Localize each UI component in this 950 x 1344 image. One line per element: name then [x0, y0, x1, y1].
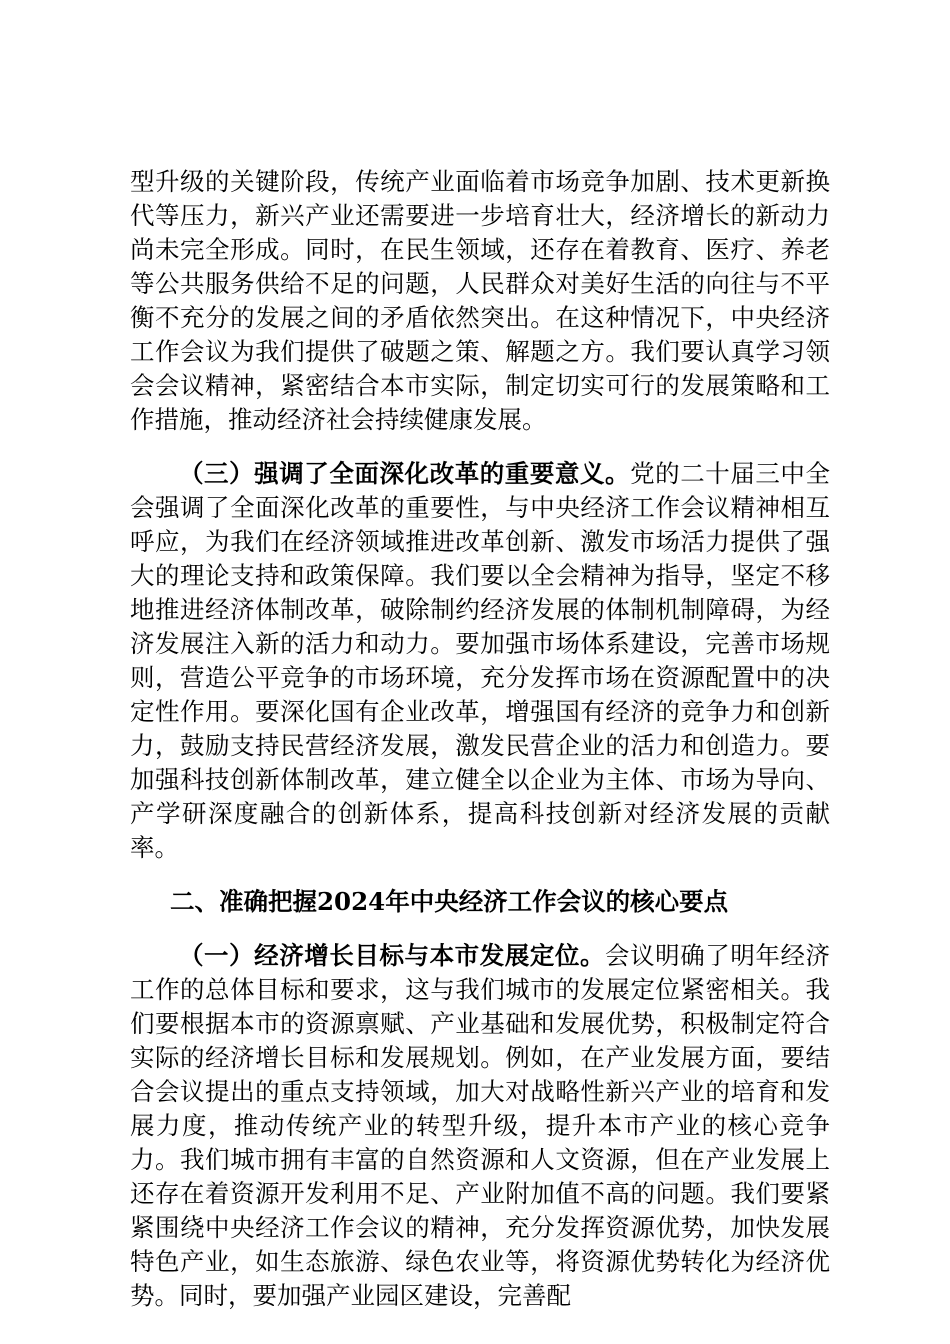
document-page	[130, 165, 830, 1313]
paragraph-text: 型升级的关键阶段，传统产业面临着市场竞争加剧、技术更新换代等压力，新兴产业还需要进一步培育壮大，经济增长的新动力尚未完全形成。同时，在民生领域，还存在着教育、医疗、养老等公共服务供给不足的问题，人民群众对美好生活的向往与不平衡不充分的发展之间的矛盾依然突出。在这种情况下，中央经济工作会议为我们提供了破题之策、解题之方。我们要认真学习领会会议精神，紧密结合本市实际，制定切实可行的发展策略和工作措施，推动经济社会持续健康发展。	[130, 167, 830, 434]
paragraph-lead: （一）经济增长目标与本市发展定位。	[179, 941, 606, 970]
paragraph-reform	[130, 457, 830, 865]
paragraph-lead: （三）强调了全面深化改革的重要意义。	[179, 459, 631, 488]
paragraph-text: 党的二十届三中全会强调了全面深化改革的重要性，与中央经济工作会议精神相互呼应，为我们在经济领域推进改革创新、激发市场活力提供了强大的理论支持和政策保障。我们要以全会精神为指导，坚定不移地推进经济体制改革，破除制约经济发展的体制机制障碍，为经济发展注入新的活力和动力。要加强市场体系建设，完善市场规则，营造公平竞争的市场环境，充分发挥市场在资源配置中的决定性作用。要深化国有企业改革，增强国有经济的竞争力和创新力，鼓励支持民营经济发展，激发民营企业的活力和创造力。要加强科技创新体制改革，建立健全以企业为主体、市场为导向、产学研深度融合的创新体系，提高科技创新对经济发展的贡献率。	[130, 459, 830, 862]
section-heading: 二、准确把握2024年中央经济工作会议的核心要点	[170, 887, 729, 916]
paragraph-continued	[130, 165, 830, 437]
paragraph-text: 会议明确了明年经济工作的总体目标和要求，这与我们城市的发展定位紧密相关。我们要根据本市的资源禀赋、产业基础和发展优势，积极制定符合实际的经济增长目标和发展规划。例如，在产业发展方面，要结合会议提出的重点支持领域，加大对战略性新兴产业的培育和发展力度，推动传统产业的转型升级，提升本市产业的核心竞争力。我们城市拥有丰富的自然资源和人文资源，但在产业发展上还存在着资源开发利用不足、产业附加值不高的问题。我们要紧紧围绕中央经济工作会议的精神，充分发挥资源优势，加快发展特色产业，如生态旅游、绿色农业等，将资源优势转化为经济优势。同时，要加强产业园区建设，完善配	[130, 941, 831, 1310]
paragraph-growth-target	[130, 939, 830, 1313]
